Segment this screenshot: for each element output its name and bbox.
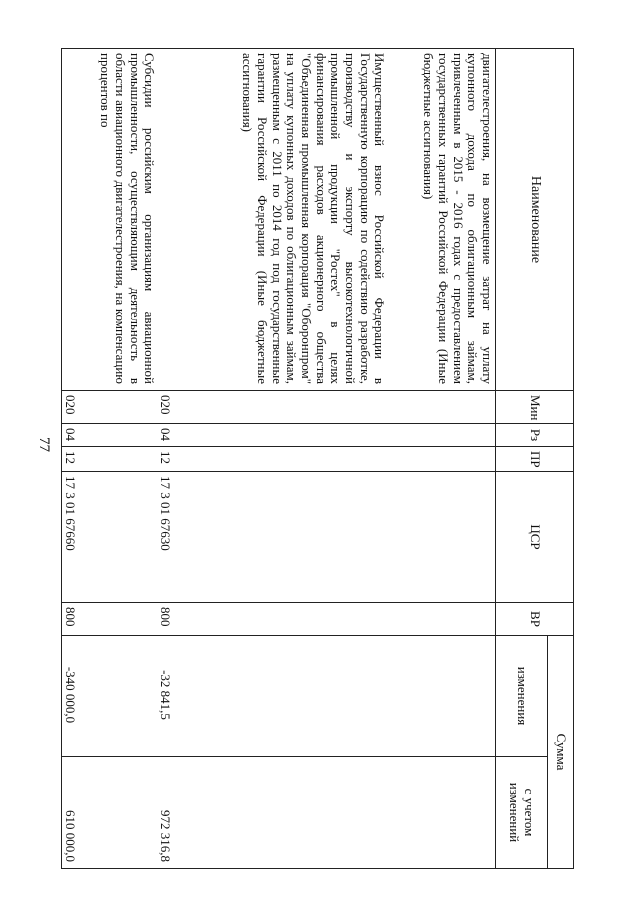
row-csr: 17 3 01 67630 xyxy=(158,472,388,603)
row-pr xyxy=(388,447,496,472)
header-csr: ЦСР xyxy=(496,472,574,603)
row-csr: 17 3 01 67660 xyxy=(62,472,158,603)
row-vr: 800 xyxy=(158,603,388,636)
row-change xyxy=(388,636,496,757)
row-min xyxy=(388,391,496,424)
row-rz xyxy=(388,424,496,447)
page-number: 77 xyxy=(36,437,52,452)
row-min: 020 xyxy=(158,391,388,424)
header-changes: изменения xyxy=(496,636,548,757)
row-change: -32 841,5 xyxy=(158,636,388,757)
row-min: 020 xyxy=(62,391,158,424)
header-name: Наименование xyxy=(496,49,574,391)
rotated-table-container xyxy=(62,48,574,868)
header-sum: Сумма xyxy=(548,636,574,869)
row-vr: 800 xyxy=(62,603,158,636)
row-rz: 04 xyxy=(158,424,388,447)
header-pr: ПР xyxy=(496,447,574,472)
row-name: Имущественный взнос Российской Федерации в Государственную корпорацию по содействию разработке, производству и экспорту высокотехнологичной промышленной продукции "Ростех" в целях финансирования расходов акционерного общества "Объединенная промышленная корпорация "Оборонпром" на уплату купонных доходов по облигационным займам, размещенным с 2011 по 2014 год под государственные гарантии Российской Федерации (Иные бюджетные ассигнования) xyxy=(158,49,388,391)
row-total xyxy=(388,757,496,869)
row-csr xyxy=(388,472,496,603)
table-row xyxy=(158,49,388,869)
table-row xyxy=(388,49,496,869)
table-row xyxy=(62,49,158,869)
row-vr xyxy=(388,603,496,636)
row-total: 610 000,0 xyxy=(62,757,158,869)
header-with-changes: с учетом изменений xyxy=(496,757,548,869)
row-rz: 04 xyxy=(62,424,158,447)
row-name: двигателестроения, на возмещение затрат на уплату купонного дохода по облигационным займам, привлеченным в 2015 - 2016 годах с предоставлением государственных гарантий Российской Федерации (Иные бюджетные ассигнования) xyxy=(388,49,496,391)
row-pr: 12 xyxy=(158,447,388,472)
row-change: -340 000,0 xyxy=(62,636,158,757)
row-total: 972 316,8 xyxy=(158,757,388,869)
header-vr: ВР xyxy=(496,603,574,636)
row-pr: 12 xyxy=(62,447,158,472)
budget-table xyxy=(61,48,574,869)
header-rz: Рз xyxy=(496,424,574,447)
row-name: Субсидии российским организациям авиационной промышленности, осуществляющим деятельность в области авиационного двигателестроения, на компенсацию процентов по xyxy=(62,49,158,391)
header-min: Мин xyxy=(496,391,574,424)
